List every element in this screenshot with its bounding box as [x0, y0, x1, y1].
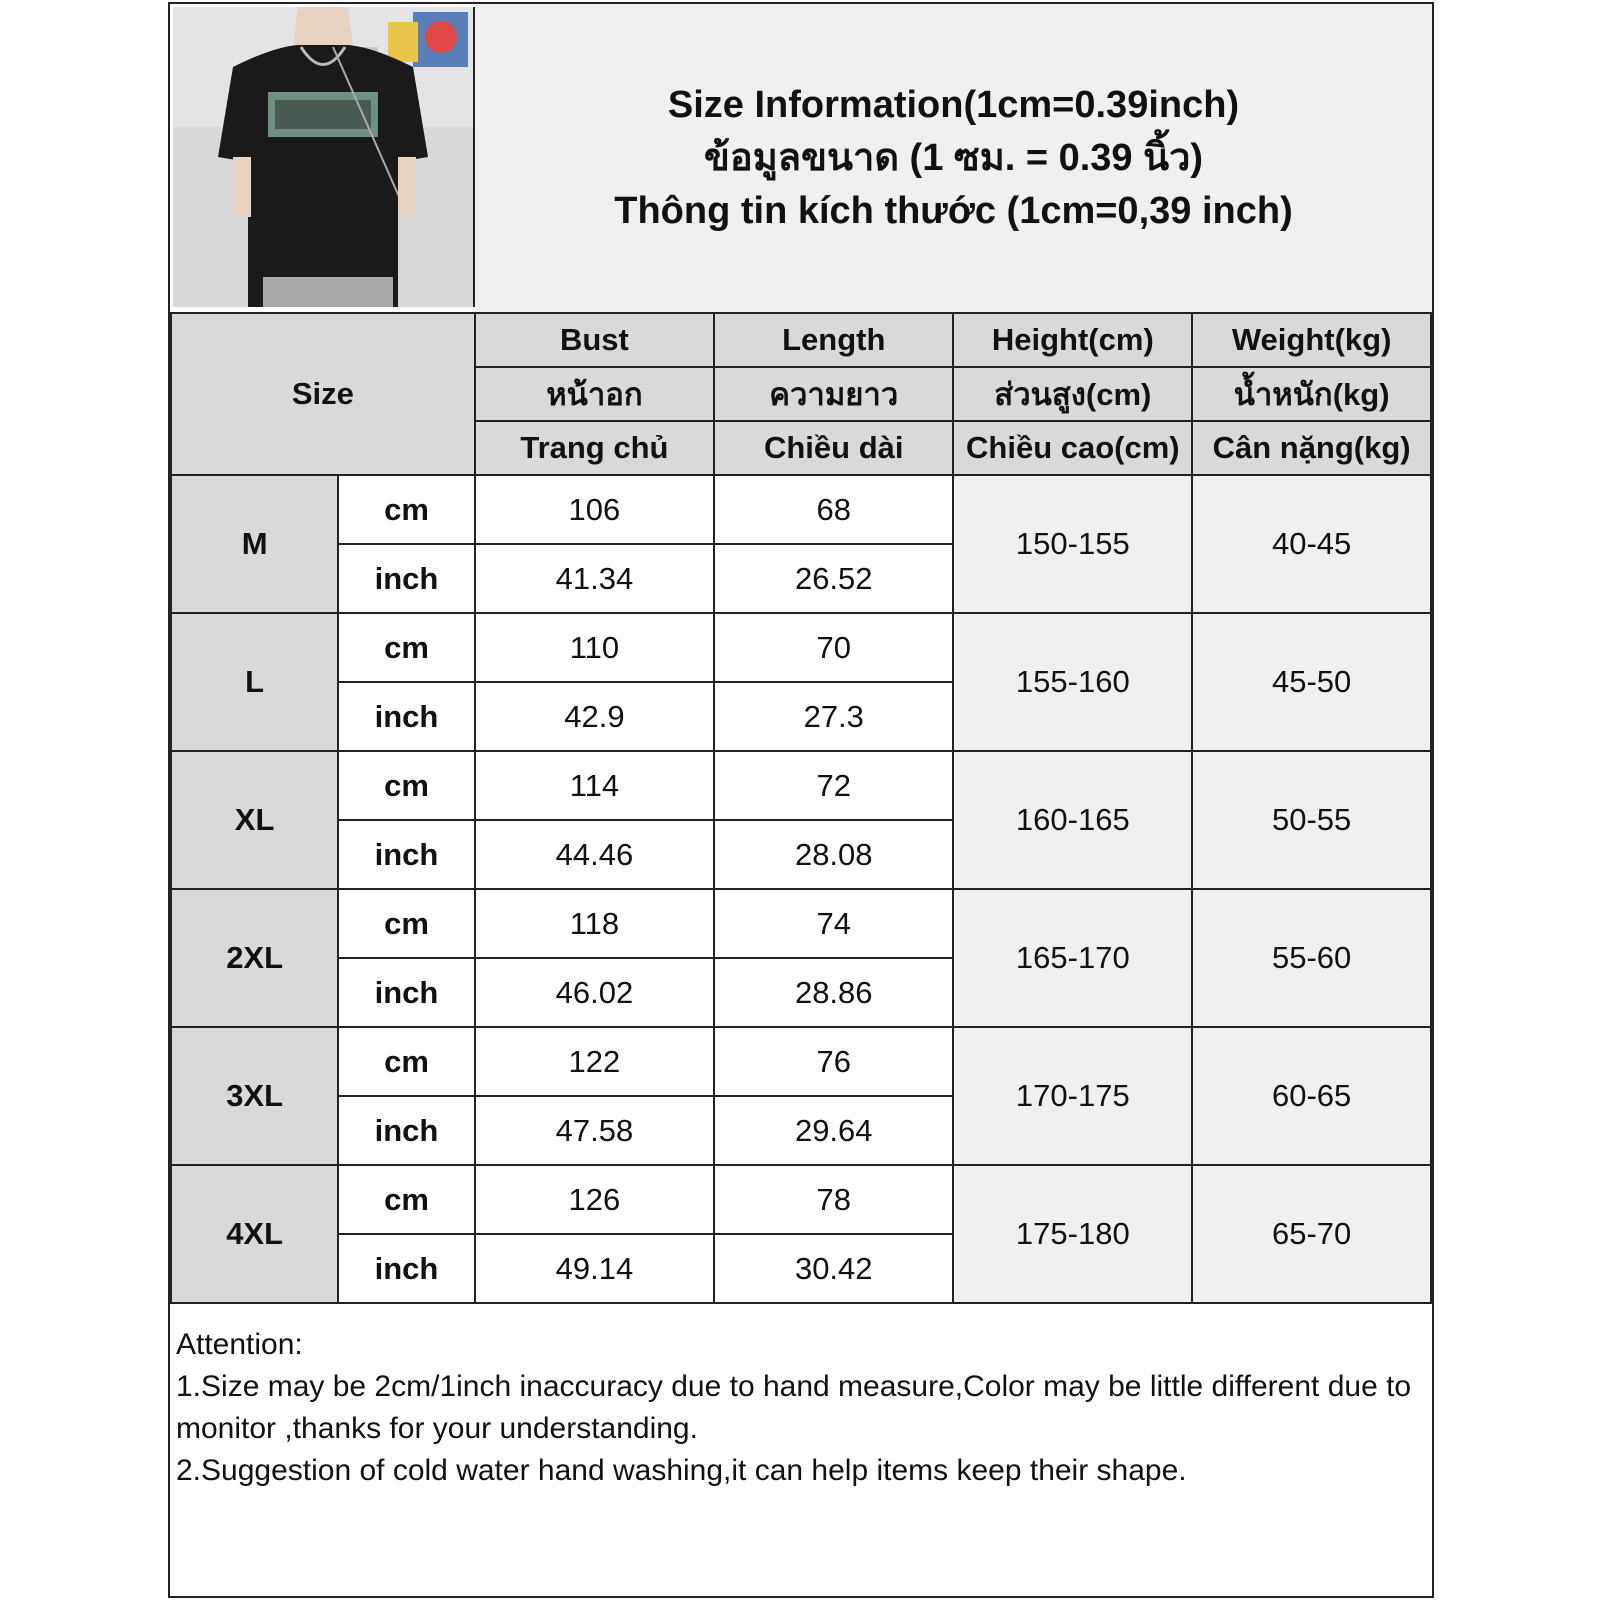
length-cm: 78	[714, 1165, 953, 1234]
size-label: XL	[171, 751, 338, 889]
table-row	[171, 1027, 1431, 1096]
chart-header	[170, 4, 1432, 314]
length-inch: 30.42	[714, 1234, 953, 1303]
col-height-vi: Chiều cao(cm)	[953, 421, 1192, 475]
weight-range: 55-60	[1192, 889, 1431, 1027]
length-cm: 76	[714, 1027, 953, 1096]
col-weight-th: น้ำหนัก(kg)	[1192, 367, 1431, 421]
height-range: 165-170	[953, 889, 1192, 1027]
length-inch: 29.64	[714, 1096, 953, 1165]
col-weight-en: Weight(kg)	[1192, 313, 1431, 367]
tshirt-model-image	[173, 7, 473, 307]
unit-cm: cm	[338, 889, 475, 958]
height-range: 155-160	[953, 613, 1192, 751]
bust-cm: 118	[475, 889, 714, 958]
size-label: 3XL	[171, 1027, 338, 1165]
col-bust-th: หน้าอก	[475, 367, 714, 421]
col-length-th: ความยาว	[714, 367, 953, 421]
height-range: 170-175	[953, 1027, 1192, 1165]
unit-inch: inch	[338, 820, 475, 889]
unit-inch: inch	[338, 1096, 475, 1165]
size-chart-sheet	[168, 2, 1434, 1598]
bust-inch: 42.9	[475, 682, 714, 751]
title-english: Size Information(1cm=0.39inch)	[667, 83, 1240, 126]
unit-inch: inch	[338, 682, 475, 751]
table-row	[171, 889, 1431, 958]
table-row	[171, 475, 1431, 544]
size-label: M	[171, 475, 338, 613]
col-length-vi: Chiều dài	[714, 421, 953, 475]
col-length-en: Length	[714, 313, 953, 367]
bust-inch: 44.46	[475, 820, 714, 889]
note-item-2: 2.Suggestion of cold water hand washing,it can help items keep their shape.	[176, 1454, 1187, 1487]
length-inch: 27.3	[714, 682, 953, 751]
bust-cm: 110	[475, 613, 714, 682]
weight-range: 45-50	[1192, 613, 1431, 751]
bust-cm: 126	[475, 1165, 714, 1234]
bust-inch: 46.02	[475, 958, 714, 1027]
length-inch: 28.86	[714, 958, 953, 1027]
size-label: 4XL	[171, 1165, 338, 1303]
size-label: 2XL	[171, 889, 338, 1027]
weight-range: 40-45	[1192, 475, 1431, 613]
col-height-th: ส่วนสูง(cm)	[953, 367, 1192, 421]
bust-cm: 106	[475, 475, 714, 544]
note-item-1: 1.Size may be 2cm/1inch inaccuracy due to hand measure,Color may be little different due to monitor ,thanks for your understanding.	[176, 1370, 1412, 1445]
col-bust-vi: Trang chủ	[475, 421, 714, 475]
weight-range: 65-70	[1192, 1165, 1431, 1303]
unit-inch: inch	[338, 958, 475, 1027]
unit-inch: inch	[338, 1234, 475, 1303]
unit-cm: cm	[338, 751, 475, 820]
length-inch: 26.52	[714, 544, 953, 613]
col-weight-vi: Cân nặng(kg)	[1192, 421, 1431, 475]
bust-cm: 114	[475, 751, 714, 820]
size-header: Size	[171, 313, 475, 475]
length-inch: 28.08	[714, 820, 953, 889]
length-cm: 72	[714, 751, 953, 820]
bust-inch: 41.34	[475, 544, 714, 613]
title-vietnamese: Thông tin kích thước (1cm=0,39 inch)	[614, 189, 1293, 232]
size-table	[170, 312, 1432, 1304]
col-height-en: Height(cm)	[953, 313, 1192, 367]
length-cm: 68	[714, 475, 953, 544]
unit-cm: cm	[338, 1165, 475, 1234]
col-bust-en: Bust	[475, 313, 714, 367]
length-cm: 74	[714, 889, 953, 958]
bust-cm: 122	[475, 1027, 714, 1096]
title-thai: ข้อมูลขนาด (1 ซม. = 0.39 นิ้ว)	[703, 136, 1204, 179]
unit-cm: cm	[338, 1027, 475, 1096]
height-range: 175-180	[953, 1165, 1192, 1303]
notes-heading: Attention:	[176, 1328, 303, 1361]
length-cm: 70	[714, 613, 953, 682]
unit-cm: cm	[338, 475, 475, 544]
bust-inch: 47.58	[475, 1096, 714, 1165]
table-row	[171, 751, 1431, 820]
height-range: 150-155	[953, 475, 1192, 613]
attention-notes	[170, 1320, 1432, 1496]
table-row	[171, 613, 1431, 682]
unit-inch: inch	[338, 544, 475, 613]
height-range: 160-165	[953, 751, 1192, 889]
unit-cm: cm	[338, 613, 475, 682]
bust-inch: 49.14	[475, 1234, 714, 1303]
table-row	[171, 1165, 1431, 1234]
size-label: L	[171, 613, 338, 751]
product-photo	[173, 7, 475, 307]
weight-range: 60-65	[1192, 1027, 1431, 1165]
title-box	[475, 4, 1432, 312]
weight-range: 50-55	[1192, 751, 1431, 889]
